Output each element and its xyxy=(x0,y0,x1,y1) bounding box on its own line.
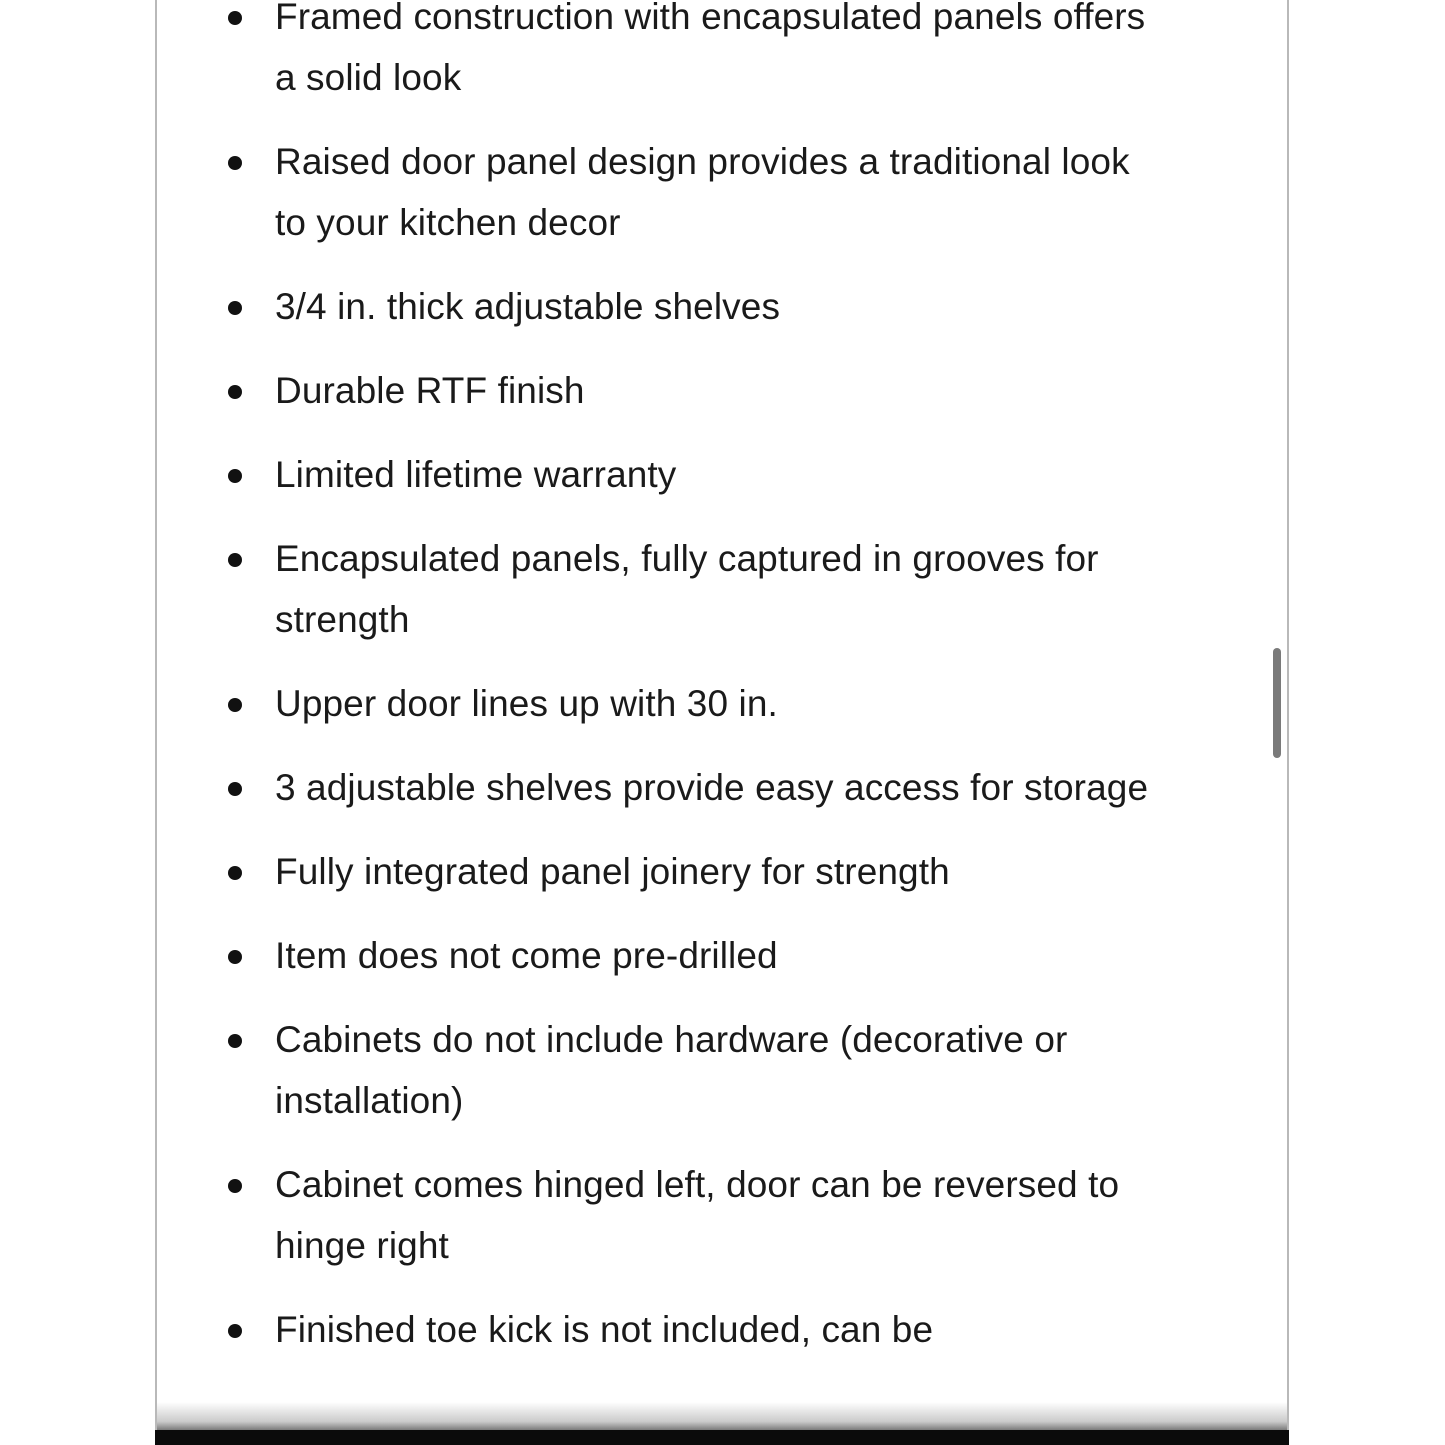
feature-text: Durable RTF finish xyxy=(275,370,585,411)
feature-text: Encapsulated panels, fully captured in grooves for strength xyxy=(275,538,1099,640)
list-item xyxy=(157,444,1157,505)
feature-text: Limited lifetime warranty xyxy=(275,454,677,495)
feature-text: Raised door panel design provides a traditional look to your kitchen decor xyxy=(275,141,1130,243)
list-item xyxy=(157,528,1157,650)
content-panel xyxy=(155,0,1289,1430)
bullet-icon xyxy=(228,698,242,712)
list-item xyxy=(157,0,1157,108)
bullet-icon xyxy=(228,1034,242,1048)
feature-text: Cabinets do not include hardware (decorative or installation) xyxy=(275,1019,1068,1121)
bullet-icon xyxy=(228,553,242,567)
bullet-icon xyxy=(228,156,242,170)
feature-text: Cabinet comes hinged left, door can be reversed to hinge right xyxy=(275,1164,1120,1266)
feature-text: Item does not come pre-drilled xyxy=(275,935,778,976)
bullet-icon xyxy=(228,1179,242,1193)
feature-text: Finished toe kick is not included, can be xyxy=(275,1309,934,1350)
bullet-icon xyxy=(228,866,242,880)
list-item xyxy=(157,841,1157,902)
feature-text: Fully integrated panel joinery for strength xyxy=(275,851,950,892)
list-item xyxy=(157,1009,1157,1131)
list-item xyxy=(157,1299,1157,1360)
bullet-icon xyxy=(228,301,242,315)
bottom-fade xyxy=(157,1402,1287,1430)
list-item xyxy=(157,925,1157,986)
bullet-icon xyxy=(228,385,242,399)
list-item xyxy=(157,673,1157,734)
list-item xyxy=(157,360,1157,421)
feature-text: Upper door lines up with 30 in. xyxy=(275,683,778,724)
bullet-icon xyxy=(228,782,242,796)
list-item xyxy=(157,276,1157,337)
feature-list xyxy=(157,0,1157,1383)
feature-text: 3 adjustable shelves provide easy access for storage xyxy=(275,767,1149,808)
bullet-icon xyxy=(228,469,242,483)
list-item xyxy=(157,131,1157,253)
scrollbar-thumb[interactable] xyxy=(1273,648,1281,758)
bullet-icon xyxy=(228,950,242,964)
list-item xyxy=(157,757,1157,818)
feature-text: 3/4 in. thick adjustable shelves xyxy=(275,286,781,327)
list-item xyxy=(157,1154,1157,1276)
bullet-icon xyxy=(228,1324,242,1338)
bottom-edge-bar xyxy=(155,1430,1289,1445)
feature-text: Framed construction with encapsulated panels offers a solid look xyxy=(275,0,1146,98)
bullet-icon xyxy=(228,11,242,25)
